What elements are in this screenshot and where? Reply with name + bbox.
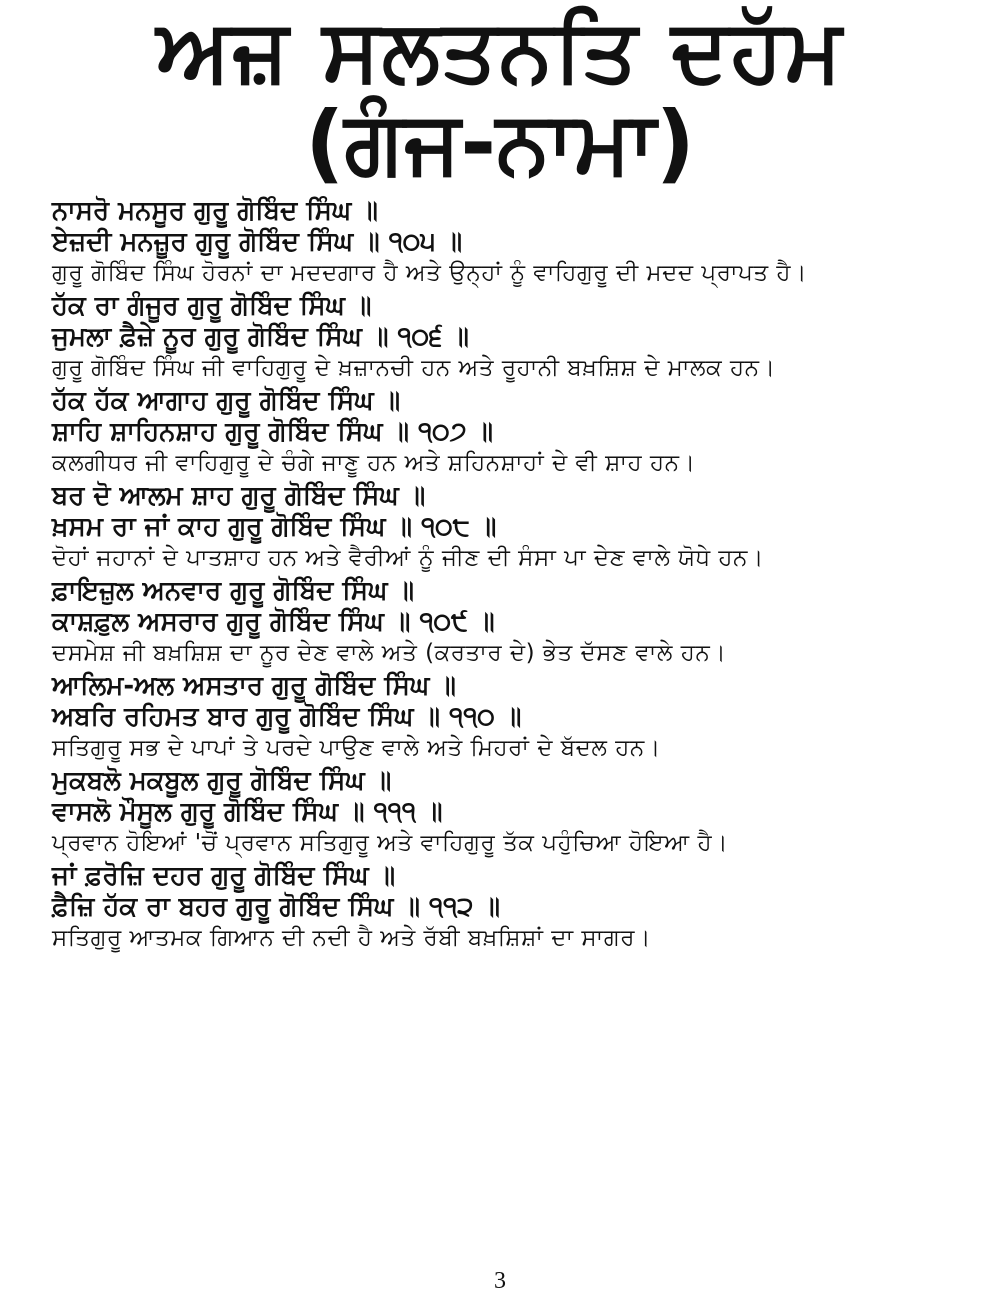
verse-list	[0, 196, 1000, 956]
verse-gloss: ਗੁਰੂ ਗੋਬਿੰਦ ਸਿੰਘ ਹੋਰਨਾਂ ਦਾ ਮਦਦਗਾਰ ਹੈ ਅਤੇ ਉਨ੍ਹਾਂ ਨੂੰ ਵਾਹਿਗੁਰੂ ਦੀ ਮਦਦ ਪ੍ਰਾਪਤ ਹੈ।	[52, 260, 808, 286]
verse-gloss: ਸਤਿਗੁਰੂ ਆਤਮਕ ਗਿਆਨ ਦੀ ਨਦੀ ਹੈ ਅਤੇ ਰੱਬੀ ਬਖ਼ਸ਼ਿਸ਼ਾਂ ਦਾ ਸਾਗਰ।	[52, 925, 652, 951]
verse-line: ਆਲਿਮ-ਅਲ ਅਸਤਾਰ ਗੁਰੂ ਗੋਬਿੰਦ ਸਿੰਘ ॥	[52, 671, 456, 701]
verse-line: ਅਬਰਿ ਰਹਿਮਤ ਬਾਰ ਗੁਰੂ ਗੋਬਿੰਦ ਸਿੰਘ ॥ ੧੧੦ ॥	[52, 702, 522, 732]
verse-line: ਬਰ ਦੋ ਆਲਮ ਸ਼ਾਹ ਗੁਰੂ ਗੋਬਿੰਦ ਸਿੰਘ ॥	[52, 481, 426, 511]
verse-gloss: ਦੋਹਾਂ ਜਹਾਨਾਂ ਦੇ ਪਾਤਸ਼ਾਹ ਹਨ ਅਤੇ ਵੈਰੀਆਂ ਨੂੰ ਜੀਣ ਦੀ ਸੰਸਾ ਪਾ ਦੇਣ ਵਾਲੇ ਯੋਧੇ ਹਨ।	[52, 545, 764, 571]
verse-gloss: ਗੁਰੂ ਗੋਬਿੰਦ ਸਿੰਘ ਜੀ ਵਾਹਿਗੁਰੂ ਦੇ ਖ਼ਜ਼ਾਨਚੀ ਹਨ ਅਤੇ ਰੂਹਾਨੀ ਬਖ਼ਸ਼ਿਸ਼ ਦੇ ਮਾਲਕ ਹਨ।	[52, 355, 776, 381]
verse-line: ਕਾਸ਼ਫ਼ੁਲ ਅਸਰਾਰ ਗੁਰੂ ਗੋਬਿੰਦ ਸਿੰਘ ॥ ੧੦੯ ॥	[52, 607, 495, 637]
verse-107	[0, 386, 1000, 479]
verse-line: ਹੱਕ ਰਾ ਗੰਜੂਰ ਗੁਰੂ ਗੋਬਿੰਦ ਸਿੰਘ ॥	[52, 291, 372, 321]
verse-112	[0, 861, 1000, 954]
page-title: ਅਜ਼ ਸਲਤਨਤਿ ਦਹੱਮ	[156, 1, 844, 101]
verse-111	[0, 766, 1000, 859]
verse-gloss: ਸਤਿਗੁਰੂ ਸਭ ਦੇ ਪਾਪਾਂ ਤੇ ਪਰਦੇ ਪਾਉਣ ਵਾਲੇ ਅਤੇ ਮਿਹਰਾਂ ਦੇ ਬੱਦਲ ਹਨ।	[52, 735, 661, 761]
verse-line: ਏਜ਼ਦੀ ਮਨਜ਼ੂਰ ਗੁਰੂ ਗੋਬਿੰਦ ਸਿੰਘ ॥ ੧੦੫ ॥	[52, 227, 463, 257]
verse-line: ਜੁਮਲਾ ਫ਼ੈਜ਼ੇ ਨੂਰ ਗੁਰੂ ਗੋਬਿੰਦ ਸਿੰਘ ॥ ੧੦੬ ॥	[52, 322, 469, 352]
verse-gloss: ਕਲਗੀਧਰ ਜੀ ਵਾਹਿਗੁਰੂ ਦੇ ਚੰਗੇ ਜਾਣੂ ਹਨ ਅਤੇ ਸ਼ਹਿਨਸ਼ਾਹਾਂ ਦੇ ਵੀ ਸ਼ਾਹ ਹਨ।	[52, 450, 696, 476]
page-number: 3	[494, 1268, 506, 1294]
verse-line: ਫ਼ਾਇਜ਼ੁਲ ਅਨਵਾਰ ਗੁਰੂ ਗੋਬਿੰਦ ਸਿੰਘ ॥	[52, 576, 414, 606]
page-subtitle: (ਗੰਜ-ਨਾਮਾ)	[305, 93, 695, 193]
verse-line: ਹੱਕ ਹੱਕ ਆਗਾਹ ਗੁਰੂ ਗੋਬਿੰਦ ਸਿੰਘ ॥	[52, 386, 401, 416]
verse-line: ਵਾਸਲੋ ਮੌਸੂਲ ਗੁਰੂ ਗੋਬਿੰਦ ਸਿੰਘ ॥ ੧੧੧ ॥	[52, 797, 443, 827]
verse-105	[0, 196, 1000, 289]
verse-106	[0, 291, 1000, 384]
verse-line: ਸ਼ਾਹਿ ਸ਼ਾਹਿਨਸ਼ਾਹ ਗੁਰੂ ਗੋਬਿੰਦ ਸਿੰਘ ॥ ੧੦੭ ॥	[52, 417, 494, 447]
verse-gloss: ਦਸਮੇਸ਼ ਜੀ ਬਖ਼ਸ਼ਿਸ਼ ਦਾ ਨੂਰ ਦੇਣ ਵਾਲੇ ਅਤੇ (ਕਰਤਾਰ ਦੇ) ਭੇਤ ਦੱਸਣ ਵਾਲੇ ਹਨ।	[52, 640, 727, 666]
verse-108	[0, 481, 1000, 574]
verse-line: ਨਾਸਰੋ ਮਨਸੂਰ ਗੁਰੂ ਗੋਬਿੰਦ ਸਿੰਘ ॥	[52, 196, 378, 226]
verse-109	[0, 576, 1000, 669]
verse-line: ਜਾਂ ਫ਼ਰੋਜ਼ਿ ਦਹਰ ਗੁਰੂ ਗੋਬਿੰਦ ਸਿੰਘ ॥	[52, 861, 396, 891]
verse-line: ਖ਼ਸਮ ਰਾ ਜਾਂ ਕਾਹ ਗੁਰੂ ਗੋਬਿੰਦ ਸਿੰਘ ॥ ੧੦੮ ॥	[52, 512, 497, 542]
verse-line: ਫ਼ੈਜ਼ਿ ਹੱਕ ਰਾ ਬਹਰ ਗੁਰੂ ਗੋਬਿੰਦ ਸਿੰਘ ॥ ੧੧੨ ॥	[52, 892, 501, 922]
verse-110	[0, 671, 1000, 764]
verse-gloss: ਪ੍ਰਵਾਨ ਹੋਇਆਂ 'ਚੋਂ ਪ੍ਰਵਾਨ ਸਤਿਗੁਰੂ ਅਤੇ ਵਾਹਿਗੁਰੂ ਤੱਕ ਪਹੁੰਚਿਆ ਹੋਇਆ ਹੈ।	[52, 830, 729, 856]
verse-line: ਮੁਕਬਲੋ ਮਕਬੂਲ ਗੁਰੂ ਗੋਬਿੰਦ ਸਿੰਘ ॥	[52, 766, 392, 796]
